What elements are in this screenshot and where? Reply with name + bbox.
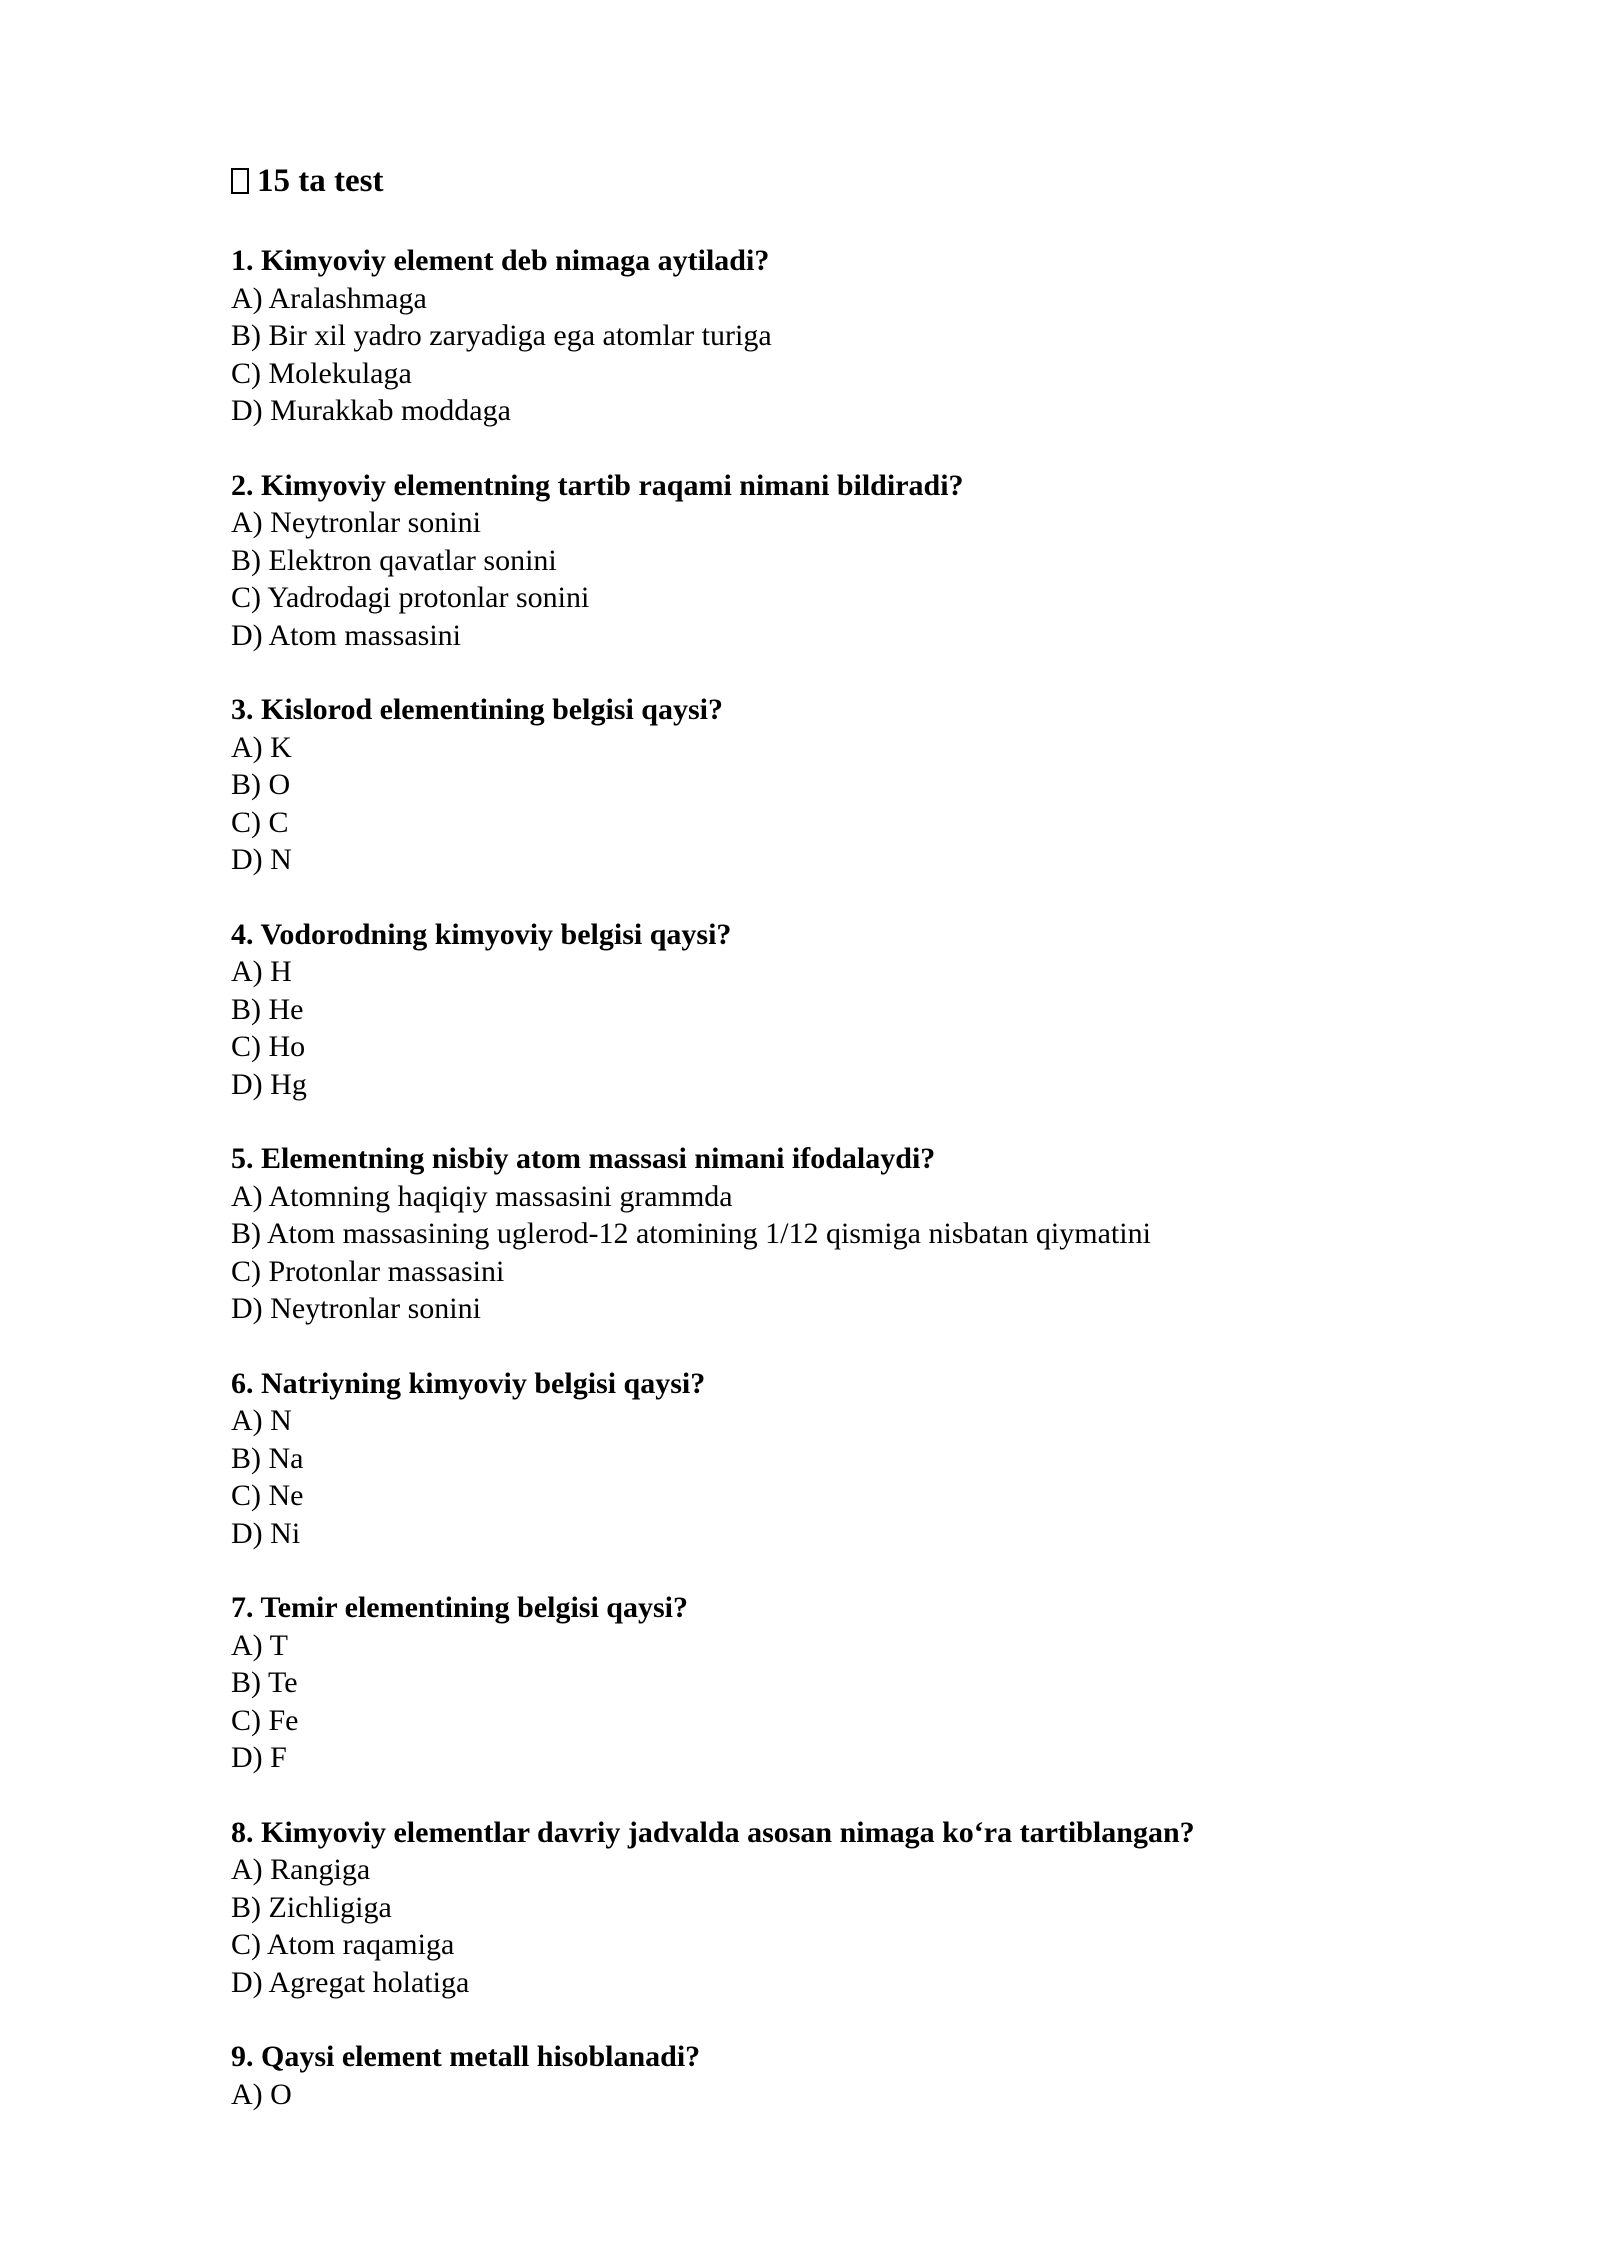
question-block bbox=[231, 1589, 1431, 1777]
answer-option: B) Na bbox=[231, 1441, 304, 1475]
answer-option: A) T bbox=[231, 1628, 288, 1662]
question-block bbox=[231, 2038, 1431, 2113]
question-text: 4. Vodorodning kimyoviy belgisi qaysi? bbox=[231, 917, 732, 951]
question-text: 8. Kimyoviy elementlar davriy jadvalda asosan nimaga ko‘ra tartiblangan? bbox=[231, 1815, 1195, 1849]
answer-option: C) Yadrodagi protonlar sonini bbox=[231, 581, 590, 614]
question-text: 1. Kimyoviy element deb nimaga aytiladi? bbox=[231, 244, 770, 277]
answer-option: D) Hg bbox=[231, 1067, 307, 1101]
question-block bbox=[231, 1140, 1431, 1328]
answer-option: D) Atom massasini bbox=[231, 618, 461, 652]
question-text: 7. Temir elementining belgisi qaysi? bbox=[231, 1591, 688, 1624]
question-text: 6. Natriyning kimyoviy belgisi qaysi? bbox=[231, 1366, 706, 1400]
answer-option: A) Neytronlar sonini bbox=[231, 506, 481, 539]
answer-option: C) Fe bbox=[231, 1703, 299, 1737]
answer-option: B) He bbox=[231, 992, 304, 1026]
question-block bbox=[231, 467, 1431, 655]
answer-option: C) Ne bbox=[231, 1479, 304, 1512]
answer-option: A) Rangiga bbox=[231, 1853, 371, 1886]
answer-option: D) Murakkab moddaga bbox=[231, 394, 511, 427]
question-block bbox=[231, 916, 1431, 1104]
question-text: 3. Kislorod elementining belgisi qaysi? bbox=[231, 693, 723, 726]
answer-option: B) Bir xil yadro zaryadiga ega atomlar turiga bbox=[231, 319, 772, 352]
answer-option: A) O bbox=[231, 2077, 292, 2111]
answer-option: C) Molekulaga bbox=[231, 356, 412, 390]
question-text: 9. Qaysi element metall hisoblanadi? bbox=[231, 2040, 701, 2073]
answer-option: A) N bbox=[231, 1404, 292, 1437]
answer-option: B) Zichligiga bbox=[231, 1890, 392, 1924]
question-block bbox=[231, 1814, 1431, 2002]
question-text: 2. Kimyoviy elementning tartib raqami nimani bildiradi? bbox=[231, 468, 964, 502]
answer-option: A) Atomning haqiqiy massasini grammda bbox=[231, 1179, 733, 1213]
question-list bbox=[231, 242, 1431, 2113]
answer-option: D) Neytronlar sonini bbox=[231, 1292, 481, 1325]
answer-option: B) O bbox=[231, 768, 291, 801]
answer-option: A) Aralashmaga bbox=[231, 281, 427, 315]
question-block bbox=[231, 1365, 1431, 1553]
answer-option: C) Protonlar massasini bbox=[231, 1254, 505, 1288]
answer-option: D) Ni bbox=[231, 1516, 301, 1550]
answer-option: C) C bbox=[231, 805, 289, 839]
answer-option: B) Te bbox=[231, 1666, 298, 1699]
answer-option: B) Atom massasining uglerod-12 atomining 1/12 qismiga nisbatan qiymatini bbox=[231, 1217, 1151, 1250]
answer-option: D) F bbox=[231, 1741, 287, 1774]
document-page bbox=[231, 158, 1431, 2150]
answer-option: D) Agregat holatiga bbox=[231, 1965, 470, 1999]
question-block bbox=[231, 242, 1431, 430]
missing-glyph-icon bbox=[231, 168, 249, 194]
heading-text: 15 ta test bbox=[257, 163, 384, 199]
answer-option: B) Elektron qavatlar sonini bbox=[231, 543, 557, 577]
answer-option: D) N bbox=[231, 843, 292, 876]
answer-option: C) Ho bbox=[231, 1030, 306, 1063]
document-heading bbox=[231, 158, 1431, 204]
answer-option: A) K bbox=[231, 730, 292, 764]
question-text: 5. Elementning nisbiy atom massasi nimani ifodalaydi? bbox=[231, 1142, 936, 1175]
answer-option: A) H bbox=[231, 955, 292, 988]
question-block bbox=[231, 691, 1431, 879]
answer-option: C) Atom raqamiga bbox=[231, 1928, 455, 1961]
